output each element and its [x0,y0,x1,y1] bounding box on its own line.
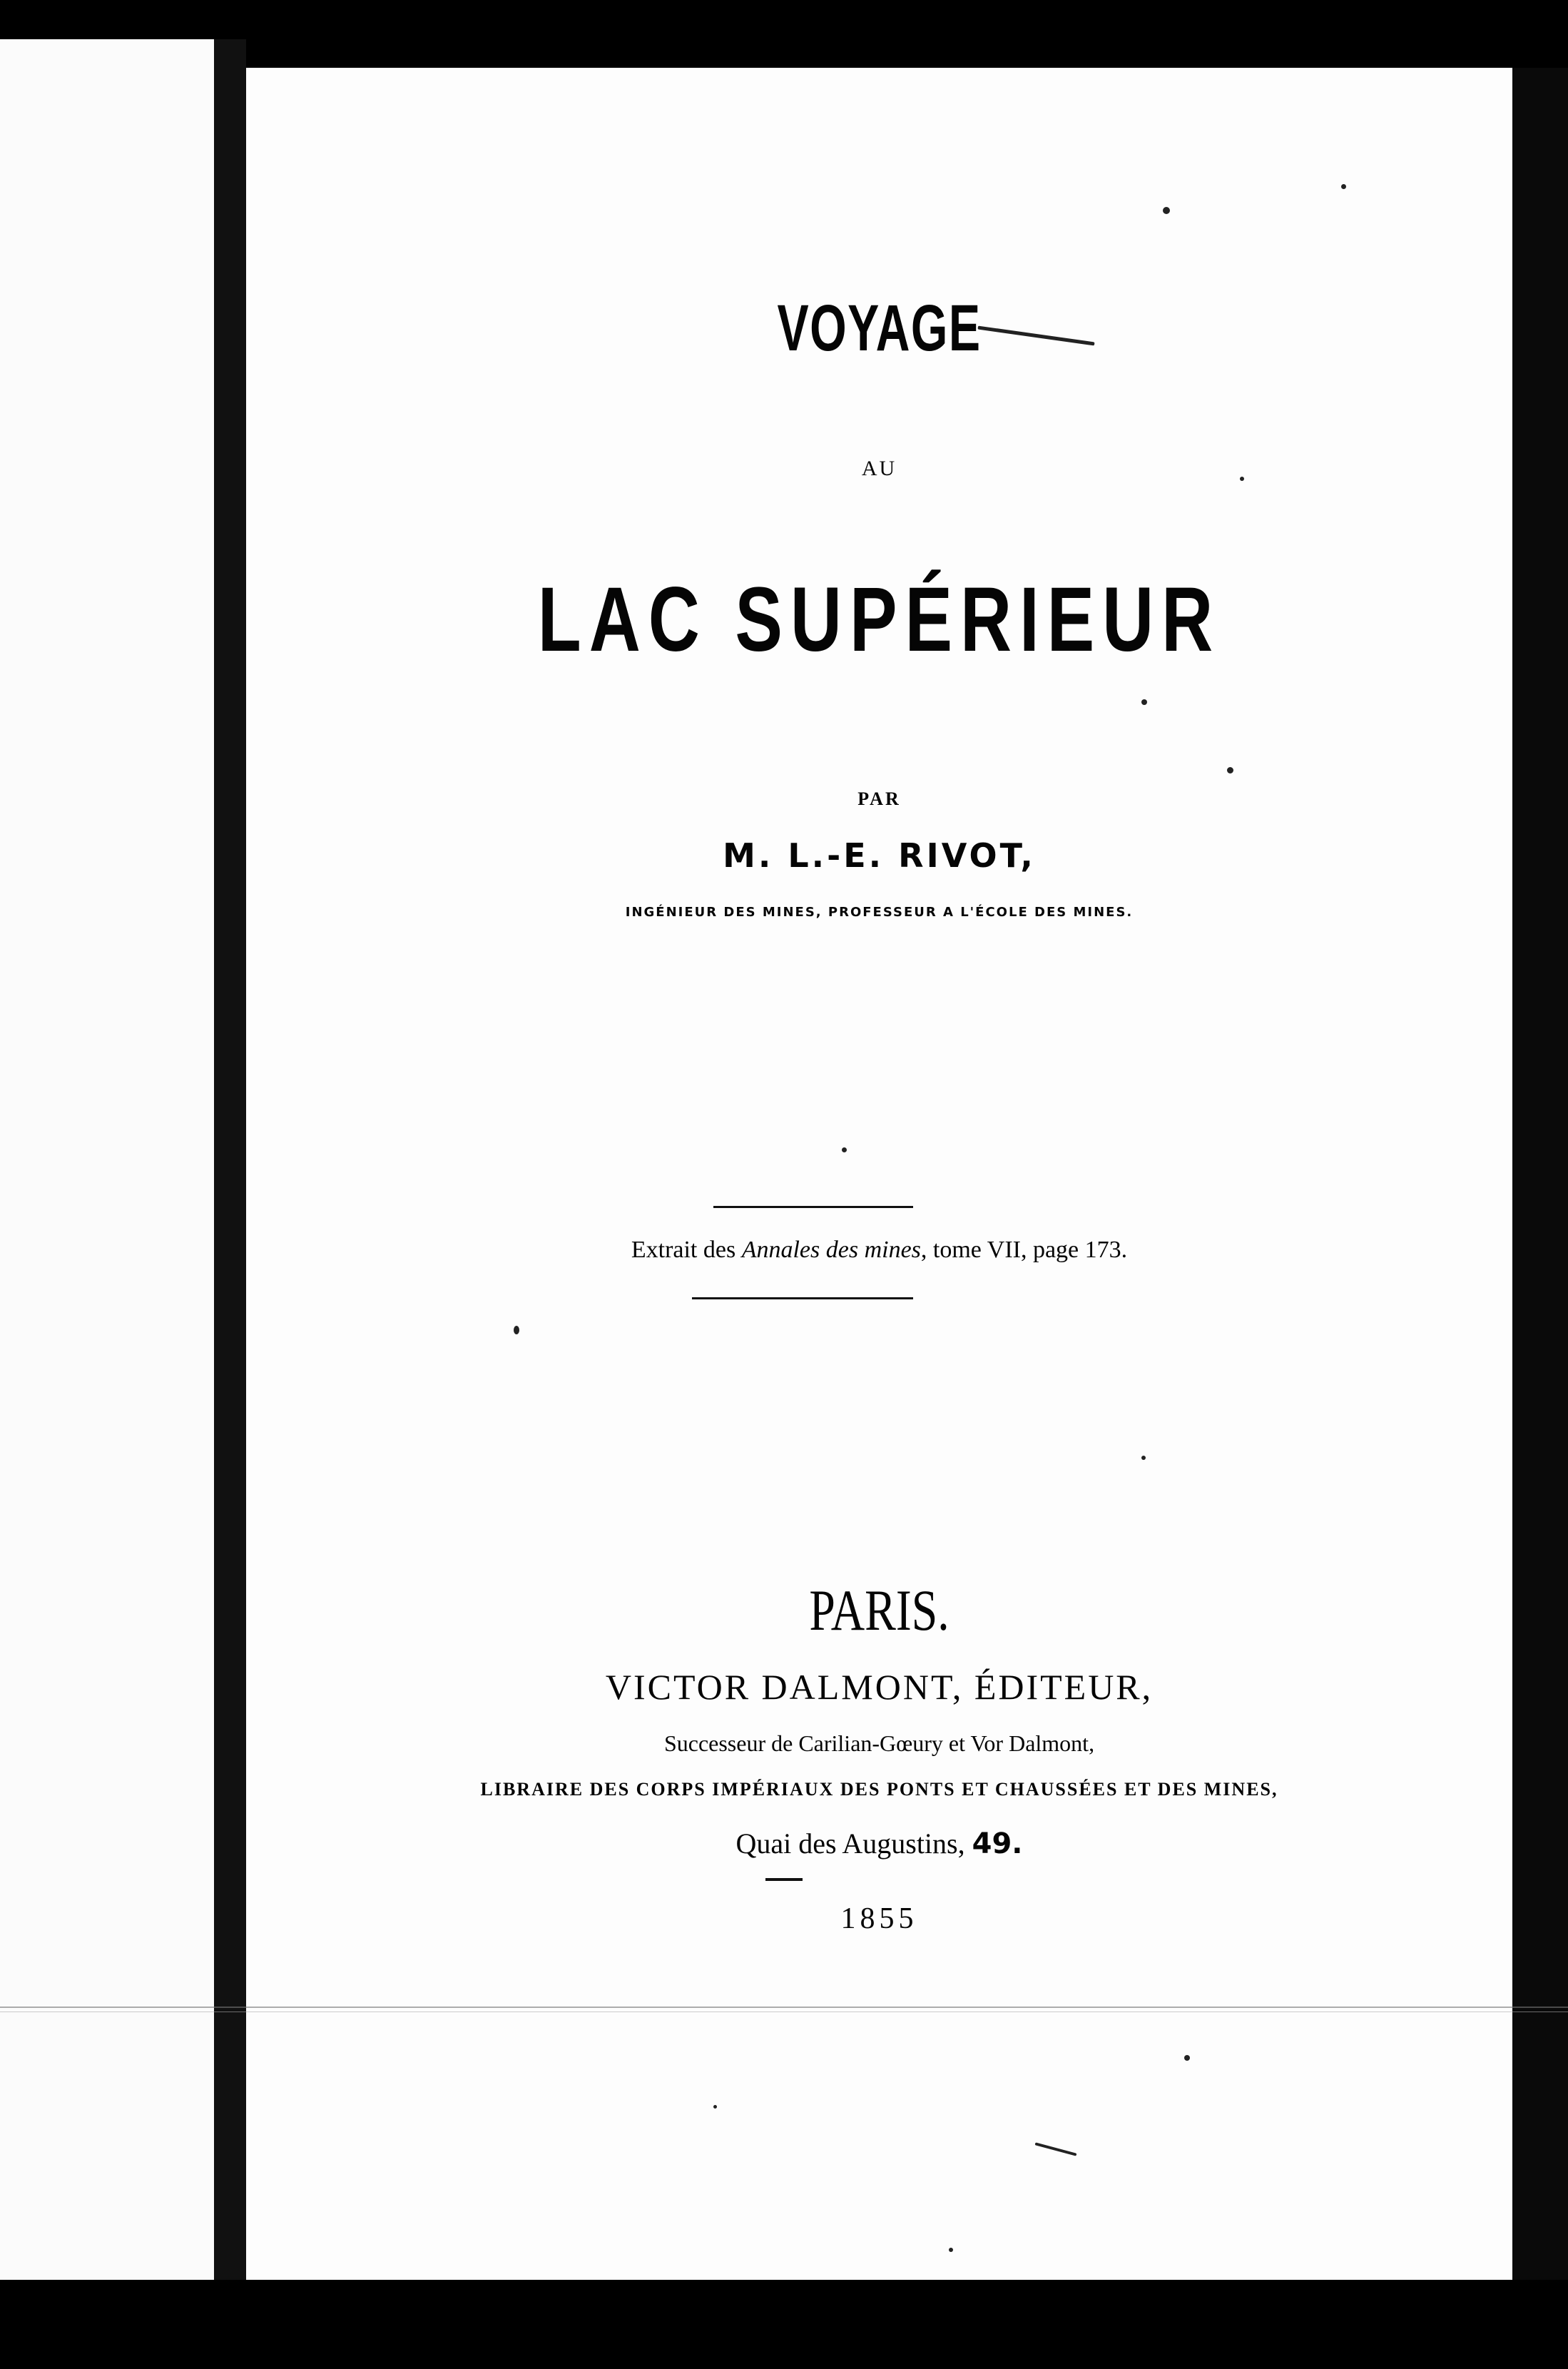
imprint-address [246,1827,1512,1860]
rule-above-extract [713,1206,913,1208]
fold-line [0,2007,1568,2012]
extract-prefix: Extrait des [631,1237,736,1263]
author-by-label: PAR [857,788,901,809]
author-role: INGÉNIEUR DES MINES, PROFESSEUR A L'ÉCOLE DES MINES. [625,905,1134,920]
imprint-city: PARIS. [809,1578,950,1643]
imprint-publisher: VICTOR DALMONT, ÉDITEUR, [605,1667,1154,1707]
imprint-libraire: LIBRAIRE DES CORPS IMPÉRIAUX DES PONTS ET CHAUSSÉES ET DES MINES, [480,1779,1278,1800]
title-line-voyage: VOYAGE [777,292,982,365]
address-number: 49. [972,1827,1023,1860]
imprint-year: 1855 [840,1902,918,1935]
left-page-margin [0,39,214,2280]
rule-below-extract [692,1297,913,1299]
extract-note [246,1237,1512,1264]
title-line-au: AU [861,457,897,480]
rule-above-year [765,1878,803,1881]
title-page [246,68,1512,2280]
title-line-lac-superieur: LAC SUPÉRIEUR [537,569,1221,671]
journal-title: Annales des mines [741,1237,921,1263]
extract-suffix: , tome VII, page 173. [920,1237,1128,1263]
book-gutter [214,39,246,2280]
address-street: Quai des Augustins, [735,1827,965,1860]
scan-edge [1512,68,1568,2280]
author-name: M. L.-E. RIVOT, [723,836,1036,875]
imprint-successor: Successeur de Carilian-Gœury et Vor Dalmont, [663,1730,1095,1756]
